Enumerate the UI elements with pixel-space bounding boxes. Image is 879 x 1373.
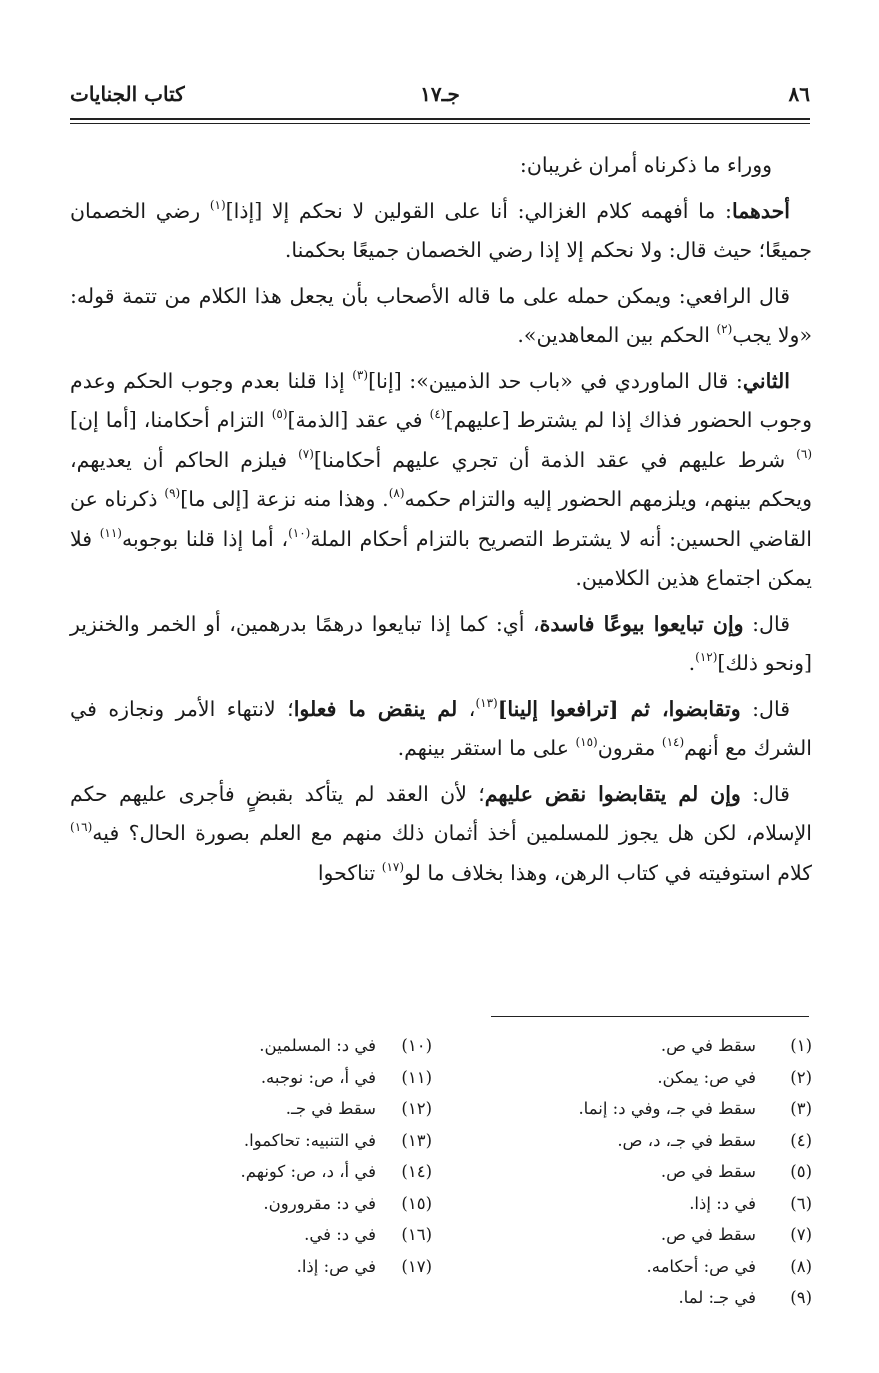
text-run: فلا يمكن اجتماع هذين الكلامين. (70, 526, 812, 590)
footnote-marker: (١٣) (475, 695, 498, 710)
footnote-marker: (٤) (429, 407, 446, 421)
footnote-separator (491, 1016, 809, 1017)
text-run: الحكم بين المعاهدين». (517, 323, 717, 347)
header-rule (70, 118, 810, 120)
text-run: التزام أحكامنا، [أما إن] (70, 408, 272, 432)
footnote-marker: (١٤) (661, 735, 685, 749)
text-run: تناكحوا (317, 860, 382, 885)
text-run: ؛ لأن العقد لم يتأكد بقبضٍ فأجرى عليهم حكم الإسلام، لكن هل يجوز للمسلمين أخذ أثمان ذلك منهم مع العلم بصورة الحال؟ فيه (70, 781, 812, 845)
footnote-text: في جـ: لما. (678, 1288, 756, 1307)
text-run: قال: (743, 611, 790, 636)
footnote-marker: (٨) (388, 486, 405, 500)
footnote-marker: (١٦) (70, 820, 93, 834)
footnote (482, 1030, 812, 1062)
footnote-text: في أ، د، ص: كونهم. (240, 1162, 376, 1181)
footnote-number: (٥) (790, 1162, 812, 1181)
footnote-number: (١٤) (401, 1162, 432, 1181)
bold-text: لم ينقض ما فعلوا (293, 696, 458, 721)
text-run: شرط عليهم في عقد الذمة أن تجري عليهم أحكامنا] (313, 447, 797, 472)
footnote-column-right (482, 1030, 812, 1314)
footnote-text: سقط في ص. (660, 1036, 756, 1055)
footnote-text: في ص: إذا. (296, 1256, 376, 1276)
text-run: ووراء ما ذكرناه أمران غريبان: (519, 153, 772, 177)
footnote (482, 1188, 812, 1220)
footnote (102, 1125, 432, 1157)
footnote-marker: (٥) (271, 407, 288, 421)
bold-text: وإن لم يتقابضوا نقض عليهم (484, 781, 741, 806)
footnote (482, 1251, 812, 1283)
footnote-marker: (١٧) (381, 859, 405, 874)
text-run: ، أما إذا قلنا بوجوبه (121, 526, 289, 551)
text-run: على ما استقر بينهم. (397, 736, 576, 760)
footnote-marker: (١١) (99, 525, 122, 540)
footnote (102, 1156, 432, 1188)
text-run: . (688, 651, 696, 675)
footnote (102, 1093, 432, 1125)
text-run: كلام استوفيته في كتاب الرهن، وهذا بخلاف ما لو (404, 860, 812, 885)
footnote (482, 1125, 812, 1157)
footnote-marker: (١٥) (575, 735, 598, 749)
footnote-text: في د: إذا. (689, 1193, 756, 1213)
paragraph (70, 775, 812, 894)
text-run: في عقد [الذمة] (287, 408, 430, 432)
footnote-number: (١٥) (401, 1193, 432, 1213)
text-run: رضي الخصمان جميعًا؛ حيث قال: ولا نحكم إلا إذا رضي الخصمان جميعًا بحكمنا. (70, 198, 812, 262)
footnote-number: (١٢) (401, 1099, 432, 1118)
footnote-text: في د: مقرورون. (263, 1193, 376, 1213)
text-run: ، (457, 696, 476, 721)
footnote-marker: (١٠) (288, 525, 311, 540)
text-run: . وهذا منه نزعة [إلى ما] (180, 487, 389, 511)
footnote-text: في د: في. (304, 1225, 376, 1244)
bold-text: وتقابضوا، ثم [ترافعوا إلينا] (497, 696, 741, 721)
text-run: : ما أفهمه كلام الغزالي: أنا على القولين لا نحكم إلا [إذا] (225, 198, 732, 223)
footnote-number: (١٠) (401, 1036, 432, 1055)
footnote (102, 1219, 432, 1251)
footnote-number: (١٣) (401, 1130, 432, 1150)
footnote-number: (٧) (790, 1225, 812, 1244)
body-text (70, 146, 812, 899)
footnote-number: (١) (790, 1036, 812, 1055)
volume-label: جـ١٧ (420, 82, 460, 106)
header-rule-thin (70, 123, 810, 124)
footnote-text: في أ، ص: نوجبه. (260, 1067, 376, 1087)
footnote-text: سقط في ص. (660, 1225, 756, 1244)
footnote-marker: (٦) (796, 446, 812, 461)
paragraph (70, 690, 812, 769)
footnote-text: في التنبيه: تحاكموا. (243, 1130, 376, 1150)
footnote-number: (٣) (790, 1099, 812, 1118)
text-run: ، أي: كما إذا تبايعوا درهمًا بدرهمين، أو الخمر والخنزير [ونحو ذلك] (70, 611, 812, 675)
bold-text: وإن تبايعوا بيوعًا فاسدة (539, 611, 744, 636)
footnote (102, 1188, 432, 1220)
footnote-text: سقط في ص. (660, 1162, 756, 1181)
footnote (102, 1062, 432, 1094)
text-run: إذا قلنا بعدم وجوب الحكم وعدم وجوب الحضور فذاك إذا لم يشترط [عليهم] (70, 368, 813, 432)
footnote-text: في ص: يمكن. (657, 1067, 756, 1087)
footnote-number: (١٧) (401, 1256, 432, 1276)
footnote-marker: (٣) (352, 367, 369, 382)
footnote-number: (٤) (790, 1130, 812, 1150)
paragraph (70, 192, 812, 271)
bold-text: أحدهما (731, 198, 790, 223)
page-number: ٨٦ (788, 82, 810, 106)
footnote (102, 1030, 432, 1062)
footnote-number: (٢) (790, 1067, 812, 1087)
footnote (482, 1156, 812, 1188)
footnote (482, 1219, 812, 1251)
footnote (482, 1093, 812, 1125)
footnote-number: (٩) (790, 1288, 812, 1307)
footnote-number: (٨) (790, 1256, 812, 1276)
bold-text: الثاني (742, 368, 790, 393)
text-run: فيلزم الحاكم أن يعديهم، ويحكم بينهم، ويلزمهم الحضور إليه والتزام حكمه (70, 447, 812, 511)
footnote (482, 1062, 812, 1094)
footnote-marker: (١٢) (695, 650, 718, 664)
footnote-text: في ص: أحكامه. (646, 1256, 756, 1276)
footnote-marker: (١) (209, 197, 226, 212)
paragraph (70, 362, 812, 599)
footnote-marker: (٧) (298, 446, 314, 461)
text-run: ؛ لانتهاء الأمر ونجازه في الشرك مع أنهم (70, 696, 812, 760)
footnote-text: سقط في جـ، وفي د: إنما. (578, 1099, 756, 1118)
text-run: مقرون (597, 736, 662, 760)
footnotes (70, 1030, 812, 1310)
footnote-text: سقط في جـ، د، ص. (617, 1130, 756, 1150)
text-run: قال الرافعي: ويمكن حمله على ما قاله الأصحاب بأن يجعل هذا الكلام من تتمة قوله: «ولا يجب (70, 283, 812, 347)
footnote-text: في د: المسلمين. (259, 1036, 376, 1055)
footnote (102, 1251, 432, 1283)
text-run: قال: (740, 696, 790, 721)
page-header (70, 82, 810, 116)
footnote-number: (١١) (401, 1067, 432, 1087)
text-run: قال: (740, 781, 790, 806)
footnote (482, 1282, 812, 1314)
footnote-number: (١٦) (401, 1225, 432, 1244)
text-run: : قال الماوردي في «باب حد الذميين»: [إنا] (368, 368, 743, 393)
paragraph (70, 605, 812, 684)
footnote-text: سقط في جـ. (285, 1099, 376, 1118)
footnote-column-left (102, 1030, 432, 1282)
footnote-number: (٦) (790, 1193, 812, 1213)
running-title: كتاب الجنايات (70, 82, 185, 106)
footnote-marker: (٩) (164, 486, 181, 500)
paragraph (70, 146, 812, 186)
text-run: ذكرناه عن القاضي الحسين: أنه لا يشترط التصريح بالتزام أحكام الملة (70, 487, 812, 551)
footnote-marker: (٢) (716, 322, 733, 336)
paragraph (70, 277, 812, 356)
